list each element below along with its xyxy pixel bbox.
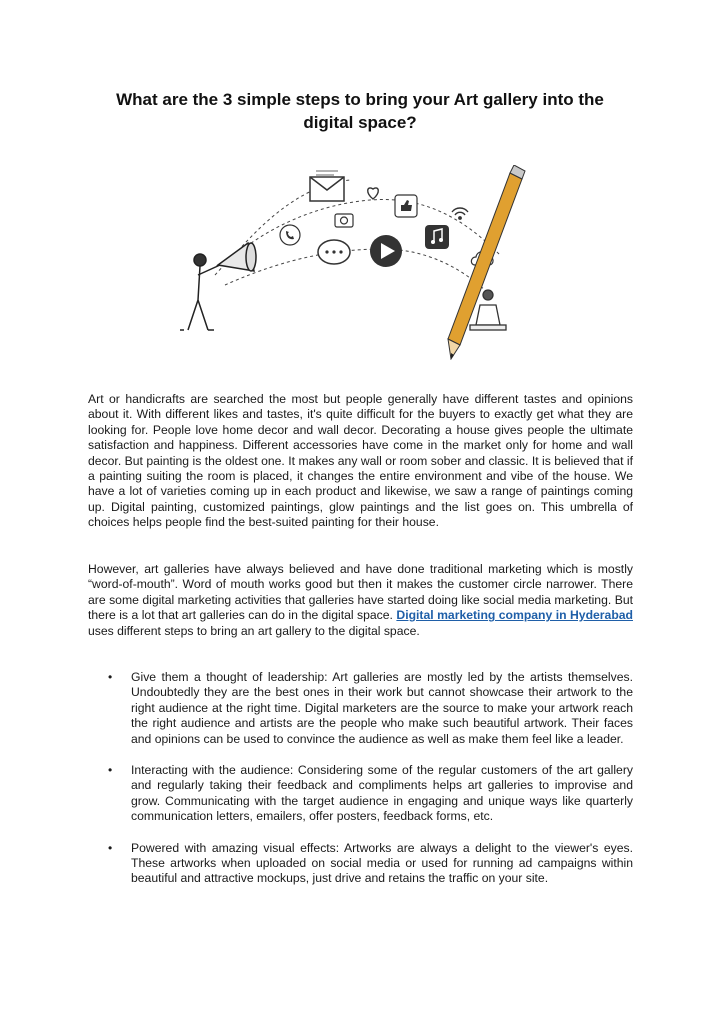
chat-bubble-icon xyxy=(318,240,350,264)
paragraph-digital-marketing xyxy=(88,562,633,639)
swirl-lines xyxy=(215,180,500,295)
bullet-icon: • xyxy=(108,840,113,855)
megaphone-icon xyxy=(218,243,256,271)
list-item-text: Give them a thought of leadership: Art galleries are mostly led by the artists themselves. Undoubtedly they are the best ones in their work but cannot showcase their artwork to the right audience at the right time. Digital marketers are the source to make your artwork reach the right audience and artists are the people who make such beautiful artwork. Their faces and opinions can be used to convince the audience as well as make them feel like a leader. xyxy=(131,670,633,746)
paragraph-intro: Art or handicrafts are searched the most but people generally have different tastes and opinions about it. With different likes and tastes, it's quite difficult for the buyers to exactly get what they are looking for. People love home decor and wall decor. Decorating a house gives people the ultimate satisfaction and happiness. Different accessories have come in the market only for home and wall decor. But painting is the oldest one. It makes any wall or room sober and classic. It is believed that if a painting suiting the room is placed, it changes the entire environment and vibe of the house. We have a lot of varieties coming up in each product and likewise, we saw a range of paintings coming up. Digital painting, customized paintings, glow paintings and the list goes on. This umbrella of choices helps people find the best-suited painting for their house. xyxy=(88,392,633,530)
play-icon xyxy=(370,235,402,267)
music-note-icon xyxy=(425,225,449,249)
digital-marketing-link[interactable]: Digital marketing company in Hyderabad xyxy=(396,608,633,623)
list-item xyxy=(88,763,633,825)
list-item xyxy=(88,841,633,887)
list-item-text: Interacting with the audience: Considering some of the regular customers of the art gallery and regularly taking their feedback and compliments helps art galleries to improvise and grow. Communicating with the target audience in engaging and unique ways like quarterly communication letters, emailers, offer posters, feedback forms, etc. xyxy=(131,763,633,824)
list-item-text: Powered with amazing visual effects: Artworks are always a delight to the viewer's eyes. These artworks when uploaded on social media or used for running ad campaigns within beautiful and attractive mockups, just drive and retains the traffic on your site. xyxy=(131,840,633,886)
paragraph-text-after-link: uses different steps to bring an art gallery to the digital space. xyxy=(88,623,420,638)
digital-marketing-illustration xyxy=(170,165,550,360)
steps-list xyxy=(88,670,633,903)
wifi-icon xyxy=(452,208,468,219)
thumbs-up-icon xyxy=(395,195,417,217)
paragraph-text-before-link: However, art galleries have always believed and have done traditional marketing which is mostly “word-of-mouth”. Word of mouth works good but then it makes the customer circle narrower. There are some digital marketing activities that galleries have started doing like social media marketing. But there is a lot that art galleries can do in the digital space. xyxy=(88,562,633,623)
page-title: What are the 3 simple steps to bring your Art gallery into the digital space? xyxy=(116,90,604,132)
list-item xyxy=(88,670,633,747)
heart-icon xyxy=(368,188,379,199)
bullet-icon: • xyxy=(108,763,113,778)
camera-icon xyxy=(335,214,353,227)
phone-icon xyxy=(280,225,300,245)
envelope-icon xyxy=(310,171,344,201)
bullet-icon: • xyxy=(108,670,113,684)
megaphone-person xyxy=(180,254,220,330)
